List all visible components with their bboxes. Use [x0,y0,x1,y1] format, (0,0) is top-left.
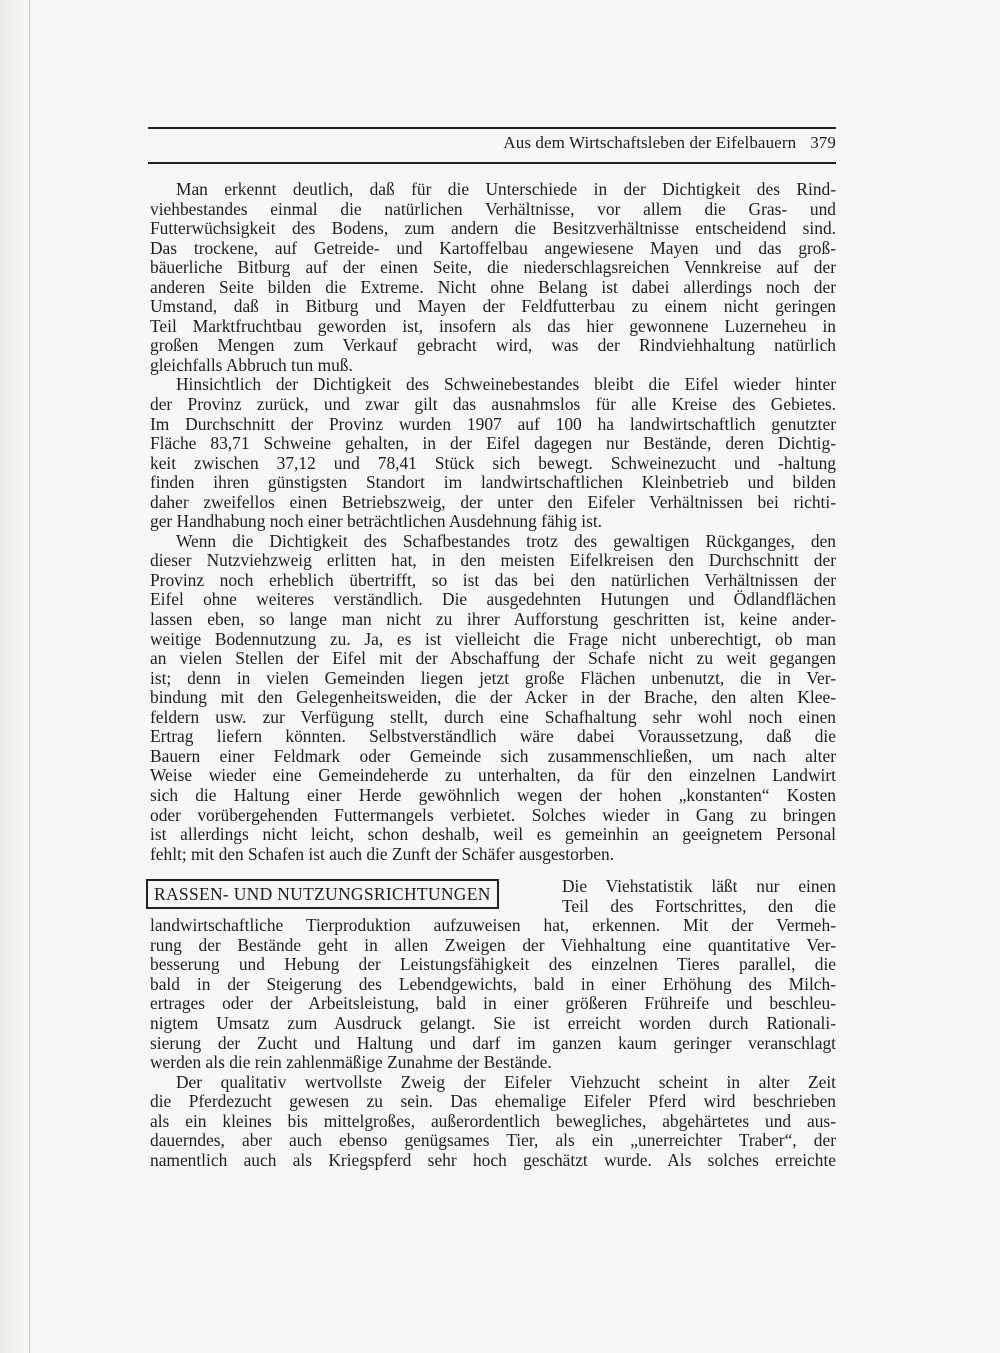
text-line: Provinz noch erheblich übertrifft, so ist das bei den natürlichen Verhältnissen der [150,569,836,590]
text-line: nigtem Umsatz zum Ausdruck gelangt. Sie ist erreicht worden durch Rationali- [150,1012,836,1033]
section-breeds-and-uses [150,877,836,1072]
section-heading: RASSEN- UND NUTZUNGSRICHTUNGEN [146,879,499,909]
text-line: Ertrag liefern könnten. Selbstverständlich wäre dabei Voraussetzung, daß die [150,726,836,747]
text-line: ist; denn in vielen Gemeinden liegen jetzt große Flächen unbenutzt, die in Ver- [150,667,836,688]
text-line: Man erkennt deutlich, daß für die Unterschiede in der Dichtigkeit des Rind- [176,179,836,199]
text-line: werden als die rein zahlenmäßige Zunahme der Bestände. [150,1052,552,1073]
text-line: ist allerdings nicht leicht, schon deshalb, weil es gemeinhin an geeignetem Personal [150,824,836,845]
text-line: landwirtschaftliche Tierproduktion aufzuweisen hat, erkennen. Mit der Vermeh- [150,915,836,936]
text-line: Hinsichtlich der Dichtigkeit des Schweinebestandes bleibt die Eifel wieder hinter [176,374,836,395]
text-line: bindung mit den Gelegenheitsweiden, die der Acker in der Brache, den alten Klee- [150,687,836,708]
header-rule-top [148,127,836,129]
text-line: Weise wieder eine Gemeindeherde zu unterhalten, da für den einzelnen Landwirt [150,765,836,786]
text-line: daher zweifellos einen Betriebszweig, der unter den Eifeler Verhältnissen bei richti- [150,491,836,512]
text-line: Wenn die Dichtigkeit des Schafbestandes trotz des gewaltigen Rückganges, den [176,530,836,551]
text-line: namentlich auch als Kriegspferd sehr hoch geschätzt wurde. Als solches erreichte [150,1149,836,1170]
text-line: besserung und Hebung der Leistungsfähigkeit des einzelnen Tieres parallel, die [150,954,836,975]
text-line: als ein kleines bis mittelgroßes, außerordentlich bewegliches, abgehärtetes und aus- [150,1110,836,1131]
text-line: Das trockene, auf Getreide- und Kartoffelbau angewiesene Mayen und das groß- [150,237,836,258]
text-line: ertrages oder der Arbeitsleistung, bald in einer größeren Frühreife und beschleu- [150,993,836,1014]
paragraph-pig-density [150,375,836,531]
text-line: dauerndes, aber auch ebenso genügsames Tier, als ein „unerreichter Traber“, der [150,1130,836,1151]
text-line: an vielen Stellen der Eifel mit der Abschaffung der Schafe nicht zu weit gegangen [150,648,836,669]
text-line: viehbestandes einmal die natürlichen Verhältnisse, vor allem die Gras- und [150,198,836,219]
text-line: keit zwischen 37,12 und 78,41 Stück sich bewegt. Schweinezucht und -haltung [150,452,836,473]
text-line: Umstand, daß in Bitburg und Mayen der Feldfutterbau zu einem nicht geringen [150,296,836,317]
text-line: Teil Marktfruchtbau geworden ist, insofern als das hier gewonnene Luzerneheu in [150,315,836,336]
running-header [148,131,836,155]
text-line: Teil des Fortschrittes, den die [562,895,836,916]
text-line: anderen Seite bilden die Extreme. Nicht ohne Belang ist dabei allerdings noch der [150,276,836,297]
text-line: ger Handhabung noch einer beträchtlichen Ausdehnung fähig ist. [150,511,603,532]
text-line: feldern usw. zur Verfügung stellt, durch eine Schafhaltung sehr wohl noch einen [150,706,836,727]
paragraph-sheep-density [150,532,836,864]
paragraph-cattle-density [150,180,836,375]
text-line: Eifel ohne weiteres verständlich. Die ausgedehnten Hutungen und Ödlandflächen [150,589,836,610]
text-line: finden ihren günstigsten Standort im landwirtschaftlichen Kleinbetrieb und bilden [150,472,836,493]
text-line: bald in der Steigerung des Lebendgewichts, bald in einer Erhöhung des Milch- [150,973,836,994]
text-line: die Pferdezucht gewesen zu sein. Das ehemalige Eifeler Pferd wird beschrieben [150,1091,836,1112]
text-line: großen Mengen zum Verkauf gebracht wird, was der Rindviehhaltung natürlich [150,335,836,356]
text-line: dieser Nutzviehzweig erlitten hat, in den meisten Eifelkreisen den Durchschnitt der [150,550,836,571]
text-line: Im Durchschnitt der Provinz wurden 1907 auf 100 ha landwirtschaftlich genutzter [150,413,836,434]
page-gutter-shadow [0,0,30,1353]
header-rule-bottom [148,162,836,164]
text-line: Die Viehstatistik läßt nur einen [562,876,836,897]
text-line: gleichfalls Abbruch tun muß. [150,354,353,375]
page-body [150,180,836,1170]
page-number: 379 [810,133,836,152]
text-line: oder vorübergehenden Futtermangels verbietet. Solches wieder in Gang zu bringen [150,804,836,825]
text-line: weitige Bodennutzung zu. Ja, es ist vielleicht die Frage nicht unberechtigt, ob man [150,628,836,649]
text-line: sich die Haltung einer Herde gewöhnlich wegen der hohen „konstanten“ Kosten [150,784,836,805]
running-title: Aus dem Wirtschaftsleben der Eifelbauern [503,133,797,152]
paragraph-horse-breeding [150,1073,836,1171]
text-line: lassen eben, so lange man nicht zu ihrer Aufforstung geschritten ist, keine ander- [150,609,836,630]
text-line: Bauern einer Feldmark oder Gemeinde sich zusammenschließen, um nach alter [150,745,836,766]
text-line: sierung der Zucht und Haltung und darf im ganzen kaum geringer veranschlagt [150,1032,836,1053]
text-line: der Provinz zurück, und zwar gilt das ausnahmslos für alle Kreise des Gebietes. [150,394,836,415]
text-line: bäuerliche Bitburg auf der einen Seite, die niederschlagsreichen Vennkreise auf der [150,257,836,278]
text-line: rung der Bestände geht in allen Zweigen der Viehhaltung eine quantitative Ver- [150,934,836,955]
page-binding-edge [29,0,30,1353]
text-line: Futterwüchsigkeit des Bodens, zum andern die Besitzverhältnisse entscheidend sind. [150,218,836,239]
text-line: Fläche 83,71 Schweine gehalten, in der Eifel dagegen nur Bestände, deren Dichtig- [150,433,836,454]
text-line: Der qualitativ wertvollste Zweig der Eifeler Viehzucht scheint in alter Zeit [176,1071,836,1092]
text-line: fehlt; mit den Schafen ist auch die Zunft der Schäfer ausgestorben. [150,843,615,864]
